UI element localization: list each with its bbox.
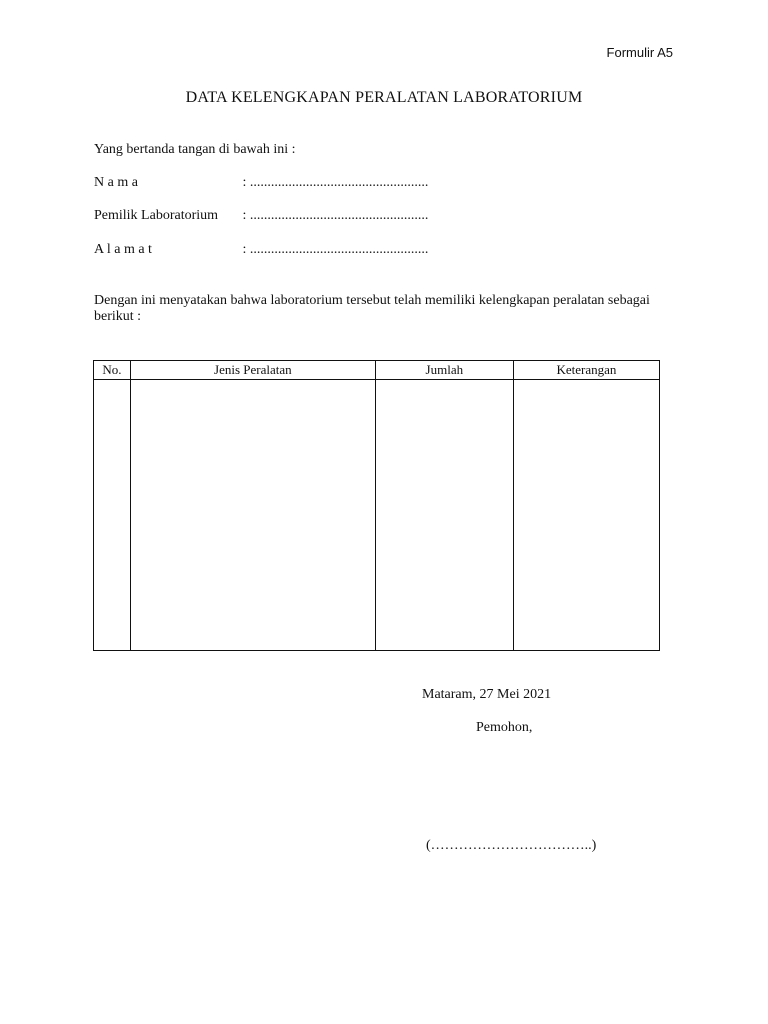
place-date: Mataram, 27 Mei 2021: [422, 687, 552, 702]
cell-no: [94, 380, 131, 651]
field-nama-label: N a m a: [94, 175, 138, 190]
header-no: No.: [94, 361, 131, 380]
header-jumlah: Jumlah: [375, 361, 513, 380]
field-alamat-value: : ...................................................: [242, 242, 429, 257]
header-keterangan: Keterangan: [513, 361, 659, 380]
statement-text: Dengan ini menyatakan bahwa laboratorium tersebut telah memiliki kelengkapan peralatan sebagai berikut :: [94, 293, 650, 324]
field-pemilik-value: : ...................................................: [242, 208, 429, 223]
cell-jenis-peralatan: [130, 380, 375, 651]
form-code: Formulir A5: [606, 45, 673, 60]
field-pemilik-label: Pemilik Laboratorium: [94, 208, 219, 223]
field-alamat-label: A l a m a t: [94, 242, 152, 257]
signature-line: (……………………………..): [426, 838, 597, 853]
field-nama: [94, 175, 428, 191]
intro-text: Yang bertanda tangan di bawah ini :: [94, 142, 296, 157]
field-pemilik: [94, 208, 428, 224]
cell-keterangan: [513, 380, 659, 651]
cell-jumlah: [375, 380, 513, 651]
table-header-row: [94, 361, 660, 380]
field-alamat: [94, 242, 428, 258]
equipment-table: [93, 360, 660, 651]
field-nama-value: : ...................................................: [242, 175, 429, 190]
document-title: DATA KELENGKAPAN PERALATAN LABORATORIUM: [185, 89, 583, 106]
applicant-label: Pemohon,: [476, 720, 533, 735]
table-row: [94, 380, 660, 651]
header-jenis-peralatan: Jenis Peralatan: [130, 361, 375, 380]
